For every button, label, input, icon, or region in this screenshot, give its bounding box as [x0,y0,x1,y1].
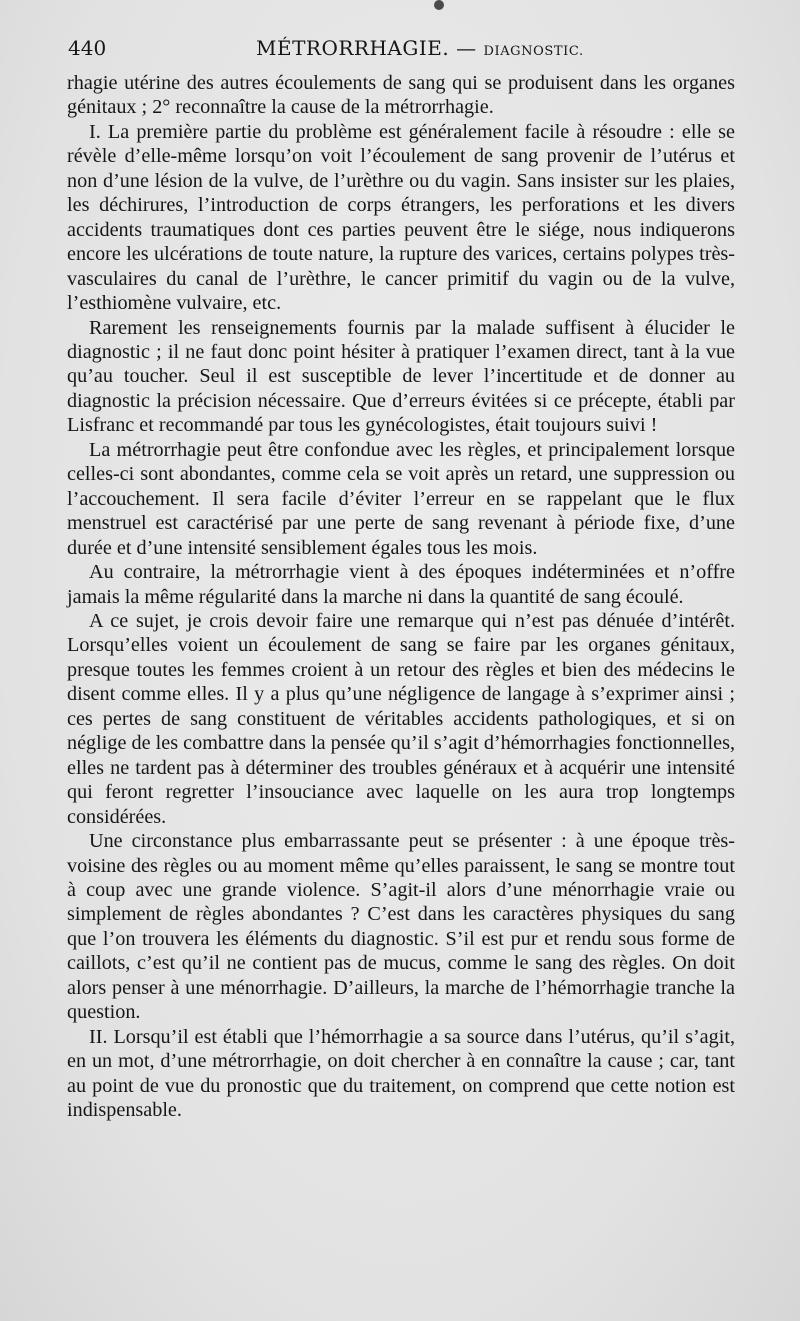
page-number: 440 [68,36,107,60]
paragraph: Au contraire, la métrorrhagie vient à des époques indéterminées et n’offre jamais la même régularité dans la marche ni dans la quantité de sang écoulé. [67,561,735,608]
paragraph-continuation: rhagie utérine des autres écoulements de sang qui se produisent dans les organes génitaux ; 2° reconnaître la cause de la métrorrhagie. [67,72,735,119]
ink-blot [434,0,444,10]
paragraph: La métrorrhagie peut être confondue avec les règles, et principalement lorsque celles-ci sont abondantes, comme cela se voit après un retard, une suppression ou l’accouchement. Il sera facile d’éviter l’erreur en se rappelant que le flux menstruel est caractérisé par une perte de sang revenant à période fixe, d’une durée et d’une intensité sensiblement égales tous les mois. [67,438,735,559]
paragraph: A ce sujet, je crois devoir faire une remarque qui n’est pas dénuée d’intérêt. Lorsqu’elles voient un écoulement de sang se faire par les organes génitaux, presque toutes les femmes croient à un retour des règles et bien des médecins le disent comme elles. Il y a plus qu’une négligence de langage à s’exprimer ainsi ; ces pertes de sang constituent de véritables accidents pathologiques, et si on néglige de les combattre dans la pensée qu’il s’agit d’hémorrhagies fonctionnelles, elles ne tardent pas à déterminer des troubles généraux et à acquérir une intensité qui feront regretter l’insouciance avec laquelle on les aura trop longtemps considérées. [67,609,735,828]
body-text [67,71,735,1122]
paragraph: Une circonstance plus embarrassante peut se présenter : à une époque très-voisine des règles ou au moment même qu’elles paraissent, le sang se montre tout à coup avec une grande violence. S’agit-il alors d’une ménorrhagie vraie ou simplement de règles abondantes ? C’est dans les caractères physiques du sang que l’on trouvera les éléments du diagnostic. S’il est pur et rendu sous forme de caillots, c’est qu’il ne contient pas de mucus, comme le sang des règles. On doit alors penser à une ménorrhagie. D’ailleurs, la marche de l’hémorrhagie tranche la question. [67,830,735,1024]
running-title-sub: DIAGNOSTIC. [483,44,584,59]
running-header [68,36,734,60]
paragraph: II. Lorsqu’il est établi que l’hémorrhagie a sa source dans l’utérus, qu’il s’agit, en un mot, d’une métrorrhagie, on doit chercher à en connaître la cause ; car, tant au point de vue du pronostic que du traitement, on comprend que cette notion est indispensable. [67,1025,735,1122]
paragraph: Rarement les renseignements fournis par la malade suffisent à élucider le diagnostic ; il ne faut donc point hésiter à pratiquer l’examen direct, tant à la vue qu’au toucher. Seul il est susceptible de lever l’incertitude et de donner au diagnostic la précision nécessaire. Que d’erreurs évitées si ce précepte, établi par Lisfranc et recommandé par tous les gynécologistes, était toujours suivi ! [67,316,735,437]
running-title [256,36,584,60]
paragraph: I. La première partie du problème est généralement facile à résoudre : elle se révèle d’elle-même lorsqu’on voit l’écoulement de sang provenir de l’utérus et non d’une lésion de la vulve, de l’urèthre ou du vagin. Sans insister sur les plaies, les déchirures, l’introduction de corps étrangers, les perforations et les divers accidents traumatiques dont ces parties peuvent être le siége, nous indiquerons encore les ulcérations de toute nature, la rupture des varices, certains polypes très-vasculaires du canal de l’urèthre, le cancer primitif du vagin ou de la vulve, l’esthiomène vulvaire, etc. [67,120,735,315]
running-title-main: MÉTRORRHAGIE. — [256,36,477,60]
